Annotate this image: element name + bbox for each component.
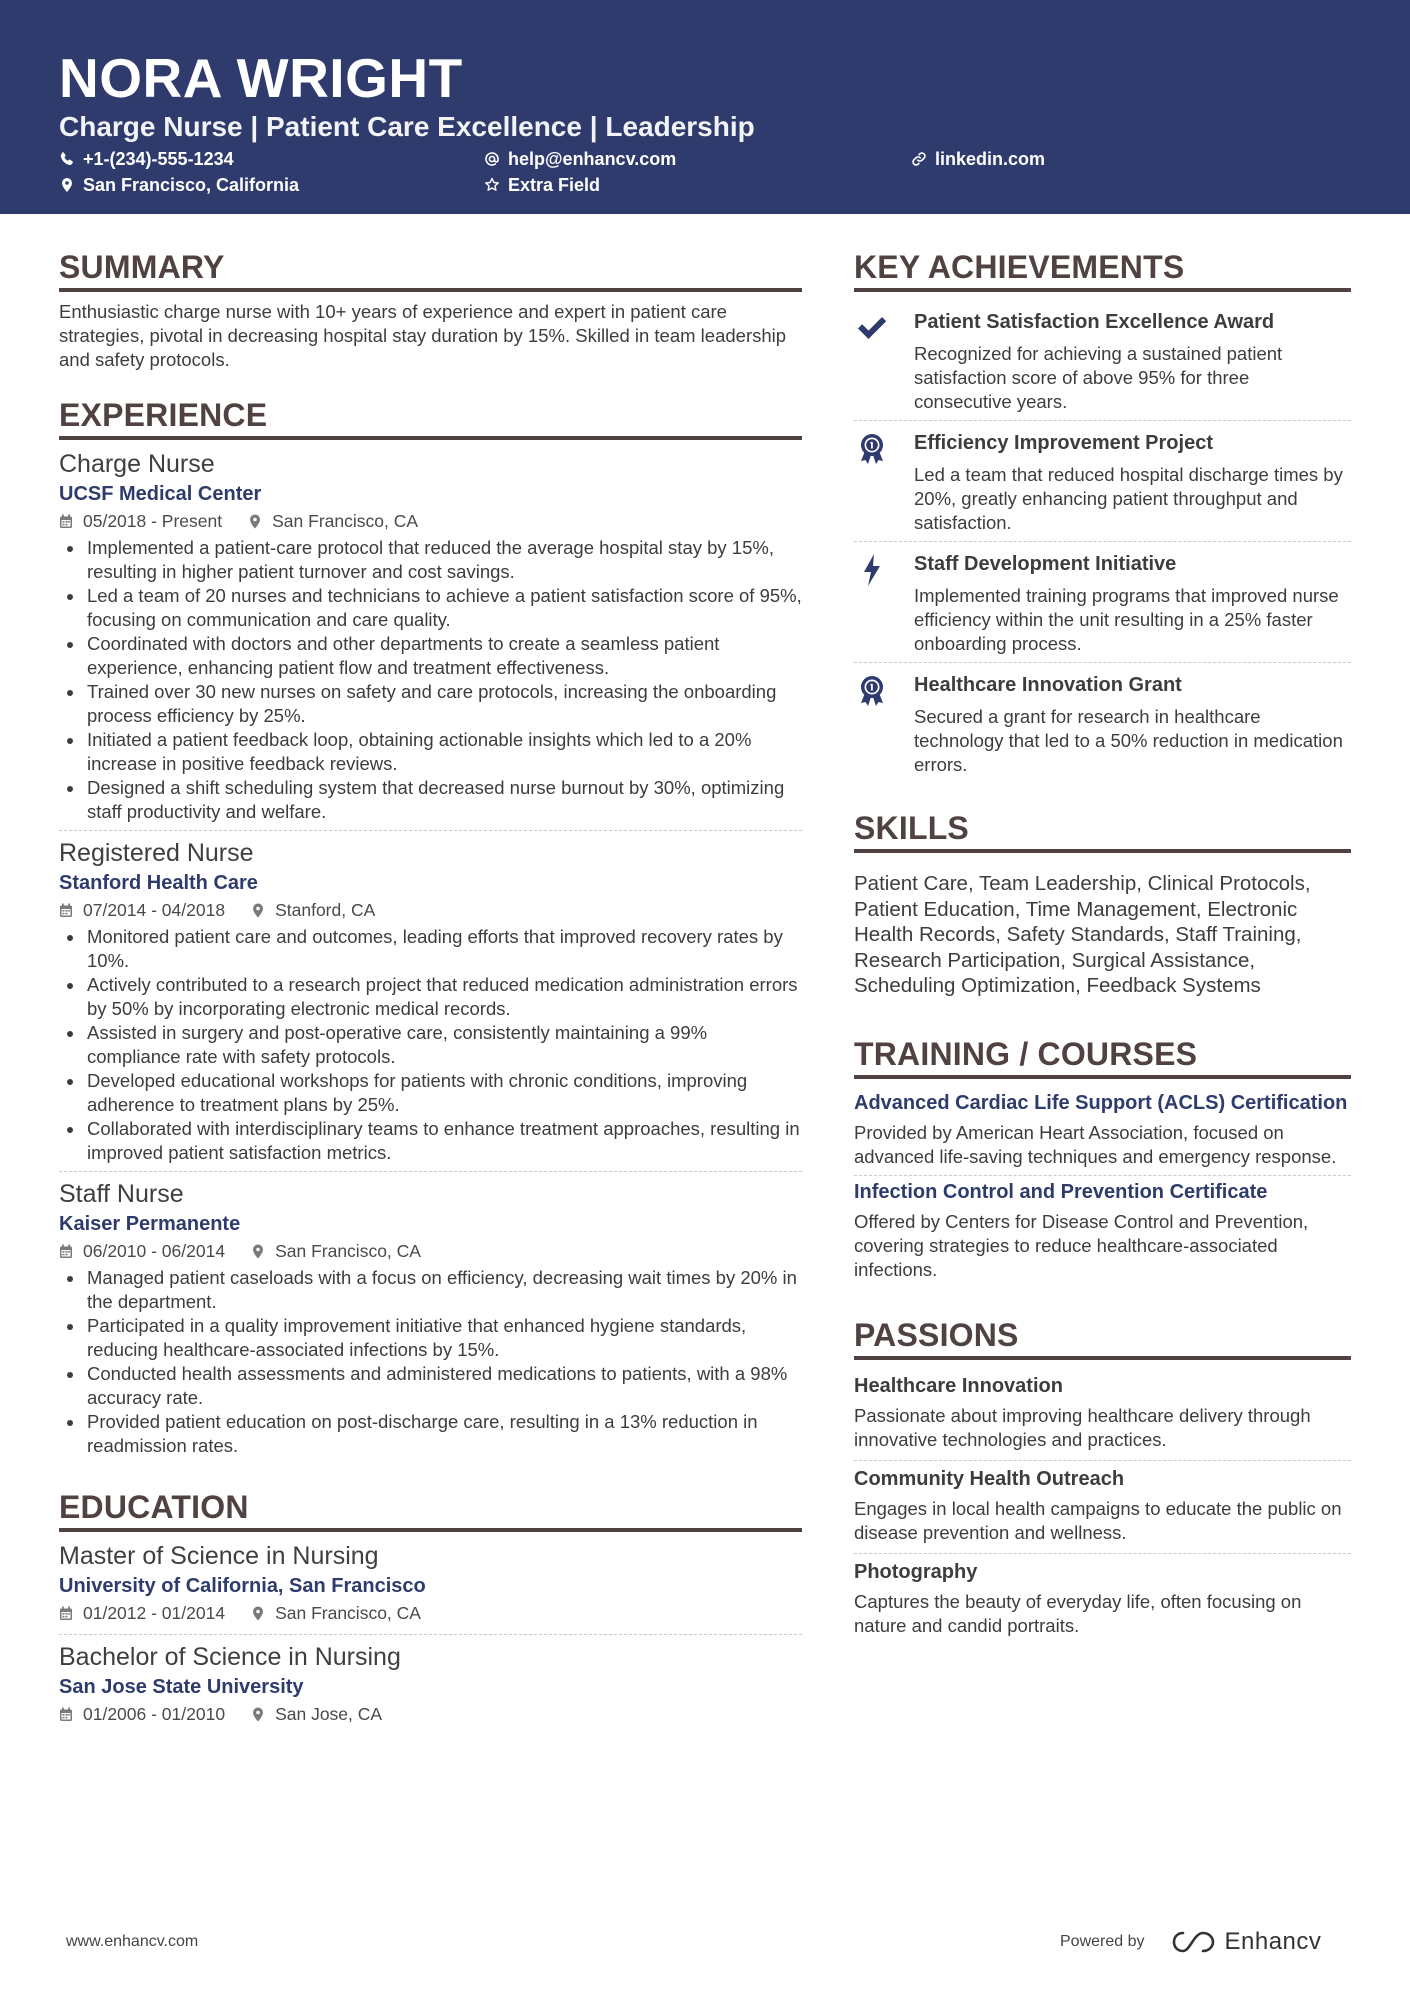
achievement-item (854, 542, 1351, 663)
job-entry (59, 448, 802, 831)
bullet-item: Designed a shift scheduling system that decreased nurse burnout by 30%, optimizing staff productivity and welfare. (59, 776, 802, 824)
left-column (59, 248, 802, 1741)
course-desc: Provided by American Heart Association, focused on advanced life-saving techniques and emergency response. (854, 1121, 1337, 1167)
job-dates: 06/2010 - 06/2014 (83, 1241, 226, 1261)
bullet-item: Developed educational workshops for patients with chronic conditions, improving adherence to treatment plans by 25%. (59, 1069, 802, 1117)
bullet-item: Collaborated with interdisciplinary teams to enhance treatment approaches, resulting in improved patient satisfaction metrics. (59, 1117, 802, 1165)
bullet-item: Led a team of 20 nurses and technicians to achieve a patient satisfaction score of 95%, focusing on communication and care quality. (59, 584, 802, 632)
education-location: San Francisco, CA (275, 1603, 421, 1623)
job-dates: 05/2018 - Present (83, 511, 223, 531)
course-item (854, 1087, 1351, 1176)
achievement-title: Efficiency Improvement Project (914, 432, 1213, 454)
bullet-item: Initiated a patient feedback loop, obtaining actionable insights which led to a 20% increase in positive feedback reviews. (59, 728, 802, 776)
passion-title: Photography (854, 1560, 978, 1583)
job-meta (59, 508, 802, 534)
achievement-desc: Led a team that reduced hospital discharge times by 20%, greatly enhancing patient throughput and satisfaction. (914, 464, 1343, 533)
bullet-item: Assisted in surgery and post-operative care, consistently maintaining a 99% compliance rate with safety protocols. (59, 1021, 802, 1069)
education-heading: EDUCATION (59, 1488, 802, 1532)
achievements-heading: KEY ACHIEVEMENTS (854, 248, 1351, 292)
bullet-item: Monitored patient care and outcomes, leading efforts that improved recovery rates by 10%. (59, 925, 802, 973)
summary-heading: SUMMARY (59, 248, 802, 292)
education-meta (59, 1701, 802, 1727)
extra-field-text: Extra Field (508, 175, 601, 195)
calendar-icon (59, 1244, 73, 1259)
map-pin-icon (251, 1244, 265, 1259)
award-ribbon-icon (854, 431, 890, 467)
company-name: Kaiser Permanente (59, 1213, 241, 1235)
bullet-item: Managed patient caseloads with a focus on efficiency, decreasing wait times by 20% in the department. (59, 1266, 802, 1314)
enhancv-logo-icon (1171, 1929, 1217, 1955)
education-entry (59, 1641, 802, 1735)
at-sign-icon (484, 151, 500, 167)
job-title: Staff Nurse (59, 1180, 184, 1208)
job-location: San Francisco, CA (272, 511, 419, 531)
bullet-item: Participated in a quality improvement initiative that enhanced hygiene standards, reducing healthcare-associated infections by 15%. (59, 1314, 802, 1362)
location-text: San Francisco, California (83, 175, 300, 195)
passion-title: Healthcare Innovation (854, 1374, 1063, 1397)
passion-item (854, 1461, 1351, 1554)
achievement-desc: Recognized for achieving a sustained patient satisfaction score of above 95% for three consecutive years. (914, 343, 1283, 412)
job-entry (59, 837, 802, 1172)
job-meta (59, 1238, 802, 1264)
school-name: San Jose State University (59, 1676, 304, 1698)
course-title: Advanced Cardiac Life Support (ACLS) Certification (854, 1091, 1348, 1114)
contact-linkedin[interactable] (911, 148, 1045, 170)
achievement-title: Staff Development Initiative (914, 553, 1177, 575)
lightning-bolt-icon (854, 552, 890, 588)
contact-email[interactable] (484, 148, 676, 170)
achievement-item (854, 663, 1351, 783)
achievement-item (854, 300, 1351, 421)
passions-heading: PASSIONS (854, 1316, 1351, 1360)
job-bullets (59, 925, 802, 1165)
job-location: Stanford, CA (275, 900, 376, 920)
job-entry (59, 1178, 802, 1464)
bullet-item: Coordinated with doctors and other departments to create a seamless patient experience, enhancing patient flow and treatment effectiveness. (59, 632, 802, 680)
company-name: UCSF Medical Center (59, 483, 262, 505)
education-dates: 01/2006 - 01/2010 (83, 1704, 226, 1724)
achievement-desc: Secured a grant for research in healthcare technology that led to a 50% reduction in medication errors. (914, 706, 1343, 775)
course-item (854, 1176, 1351, 1288)
job-bullets (59, 1266, 802, 1458)
award-ribbon-icon (854, 673, 890, 709)
skills-heading: SKILLS (854, 809, 1351, 853)
job-meta (59, 897, 802, 923)
school-name: University of California, San Francisco (59, 1575, 426, 1597)
passion-item (854, 1368, 1351, 1461)
course-title: Infection Control and Prevention Certificate (854, 1180, 1268, 1203)
company-name: Stanford Health Care (59, 872, 258, 894)
summary-text: Enthusiastic charge nurse with 10+ years of experience and expert in patient care strategies, pivotal in decreasing hospital stay duration by 15%. Skilled in team leadership and safety protocols. (59, 301, 787, 370)
checkmark-icon (854, 310, 890, 346)
star-icon (484, 177, 500, 193)
passion-item (854, 1554, 1351, 1646)
map-pin-icon (251, 1707, 265, 1722)
degree-title: Bachelor of Science in Nursing (59, 1643, 401, 1671)
contact-extra (484, 174, 600, 196)
experience-heading: EXPERIENCE (59, 396, 802, 440)
bullet-item: Implemented a patient-care protocol that reduced the average hospital stay by 15%, resulting in higher patient turnover and cost savings. (59, 536, 802, 584)
achievement-title: Healthcare Innovation Grant (914, 674, 1182, 696)
link-icon (911, 151, 927, 167)
map-pin-icon (251, 903, 265, 918)
phone-text: +1-(234)-555-1234 (83, 149, 234, 169)
passion-desc: Engages in local health campaigns to educate the public on disease prevention and wellness. (854, 1497, 1342, 1543)
training-heading: TRAINING / COURSES (854, 1035, 1351, 1079)
skills-list: Patient Care, Team Leadership, Clinical Protocols, Patient Education, Time Management, Electronic Health Records, Safety Standards, Staff Training, Research Participation, Surgical Assistance, Scheduling Optimization, Feedback Systems (854, 872, 1311, 997)
job-title: Charge Nurse (59, 450, 215, 478)
map-pin-icon (59, 177, 75, 193)
bullet-item: Provided patient education on post-discharge care, resulting in a 13% reduction in readmission rates. (59, 1410, 802, 1458)
resume-header (0, 0, 1410, 214)
contact-phone[interactable] (59, 148, 234, 170)
bullet-item: Actively contributed to a research project that reduced medication administration errors by 50% by incorporating electronic medical records. (59, 973, 802, 1021)
education-meta (59, 1600, 802, 1626)
footer-website[interactable]: www.enhancv.com (66, 1933, 199, 1950)
job-location: San Francisco, CA (275, 1241, 421, 1261)
bullet-item: Conducted health assessments and administered medications to patients, with a 98% accuracy rate. (59, 1362, 802, 1410)
passion-title: Community Health Outreach (854, 1467, 1125, 1490)
achievement-item (854, 421, 1351, 542)
calendar-icon (59, 514, 73, 529)
passion-desc: Captures the beauty of everyday life, often focusing on nature and candid portraits. (854, 1590, 1302, 1636)
achievement-desc: Implemented training programs that improved nurse efficiency within the unit resulting in a 25% faster onboarding process. (914, 585, 1339, 654)
education-dates: 01/2012 - 01/2014 (83, 1603, 226, 1623)
calendar-icon (59, 1707, 73, 1722)
calendar-icon (59, 903, 73, 918)
calendar-icon (59, 1606, 73, 1621)
job-title: Registered Nurse (59, 839, 254, 867)
map-pin-icon (251, 1606, 265, 1621)
job-dates: 07/2014 - 04/2018 (83, 900, 226, 920)
achievement-title: Patient Satisfaction Excellence Award (914, 311, 1275, 333)
brand-logo[interactable] (1171, 1928, 1322, 1956)
passion-desc: Passionate about improving healthcare delivery through innovative technologies and practices. (854, 1404, 1311, 1450)
candidate-name: NORA WRIGHT (59, 47, 463, 109)
education-location: San Jose, CA (275, 1704, 383, 1724)
contact-location (59, 174, 299, 196)
education-entry (59, 1540, 802, 1635)
footer-branding (1060, 1928, 1321, 1956)
course-desc: Offered by Centers for Disease Control and Prevention, covering strategies to reduce healthcare-associated infections. (854, 1210, 1309, 1280)
phone-icon (59, 151, 75, 167)
candidate-headline: Charge Nurse | Patient Care Excellence | Leadership (59, 111, 755, 142)
bullet-item: Trained over 30 new nurses on safety and care protocols, increasing the onboarding process efficiency by 25%. (59, 680, 802, 728)
map-pin-icon (248, 514, 262, 529)
linkedin-text: linkedin.com (935, 149, 1046, 169)
job-bullets (59, 536, 802, 824)
powered-by-text: Powered by (1060, 1933, 1145, 1950)
right-column (854, 248, 1351, 1646)
email-text: help@enhancv.com (508, 149, 677, 169)
degree-title: Master of Science in Nursing (59, 1542, 379, 1570)
brand-name: Enhancv (1224, 1928, 1322, 1955)
